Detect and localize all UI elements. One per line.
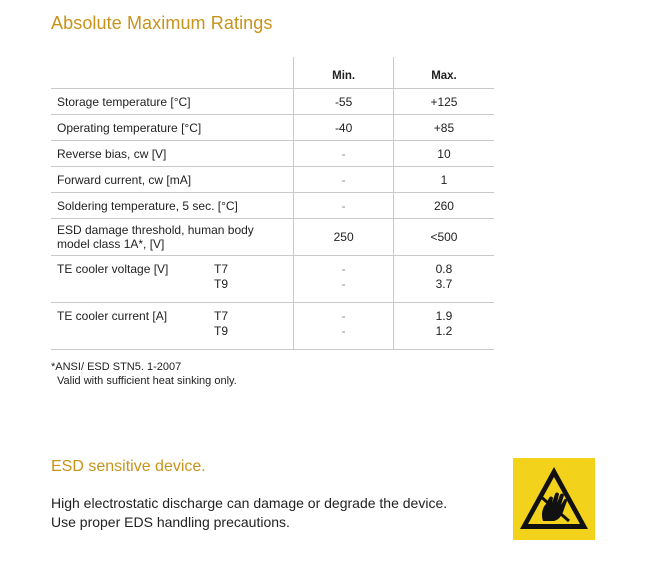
header-min: Min. [294, 57, 394, 89]
row-max: 1 [393, 167, 494, 193]
row-param: Soldering temperature, 5 sec. [°C] [51, 193, 294, 219]
footnote [51, 360, 237, 388]
row-min: - [294, 167, 394, 193]
row-max: +85 [393, 115, 494, 141]
split-row-cell [51, 303, 294, 350]
footnote-line-2: Valid with sufficient heat sinking only. [57, 375, 237, 387]
esd-text-line-1: High electrostatic discharge can damage or degrade the device. [51, 495, 448, 511]
split-row-max: 0.8 [435, 262, 453, 276]
esd-description [51, 494, 447, 532]
split-row-min: - [341, 262, 346, 276]
table-row [51, 303, 494, 350]
row-param: Operating temperature [°C] [51, 115, 294, 141]
variant-label: T9 [214, 277, 229, 291]
row-min: -40 [294, 115, 394, 141]
row-param: ESD damage threshold, human body model class 1A*, [V] [51, 219, 294, 256]
variant-label: T7 [214, 309, 229, 323]
split-row-param: TE cooler voltage [V] [57, 262, 169, 276]
row-param: Storage temperature [°C] [51, 89, 294, 115]
header-param [51, 57, 294, 89]
split-row-min-cell [294, 303, 394, 350]
table-row [51, 141, 494, 167]
split-row-min: - [341, 324, 346, 338]
row-min: 250 [294, 219, 394, 256]
split-row-max-cell [393, 256, 494, 303]
table-row [51, 89, 494, 115]
variant-label: T7 [214, 262, 229, 276]
split-row-cell [51, 256, 294, 303]
row-param: Reverse bias, cw [V] [51, 141, 294, 167]
table-row [51, 219, 494, 256]
split-row-max-cell [393, 303, 494, 350]
header-max: Max. [393, 57, 494, 89]
split-row-max: 1.2 [435, 324, 453, 338]
esd-text-line-2: Use proper EDS handling precautions. [51, 514, 290, 530]
row-min: - [294, 193, 394, 219]
ratings-table [51, 57, 494, 350]
page-title: Absolute Maximum Ratings [51, 13, 273, 33]
esd-title: ESD sensitive device. [51, 458, 206, 475]
split-row-param: TE cooler current [A] [57, 309, 168, 323]
variant-label: T9 [214, 324, 229, 338]
split-row-max: 1.9 [435, 309, 453, 323]
row-min: -55 [294, 89, 394, 115]
split-row-min: - [341, 309, 346, 323]
esd-warning-icon [513, 458, 595, 540]
split-row-min: - [341, 277, 346, 291]
split-row-min-cell [294, 256, 394, 303]
row-max: 10 [393, 141, 494, 167]
row-max: 260 [393, 193, 494, 219]
row-param: Forward current, cw [mA] [51, 167, 294, 193]
row-max: +125 [393, 89, 494, 115]
row-min: - [294, 141, 394, 167]
footnote-line-1: *ANSI/ ESD STN5. 1-2007 [51, 361, 182, 373]
table-header-row [51, 57, 494, 89]
table-row [51, 167, 494, 193]
table-row [51, 193, 494, 219]
split-row-max: 3.7 [435, 277, 453, 291]
table-row [51, 256, 494, 303]
table-row [51, 115, 494, 141]
row-max: <500 [393, 219, 494, 256]
